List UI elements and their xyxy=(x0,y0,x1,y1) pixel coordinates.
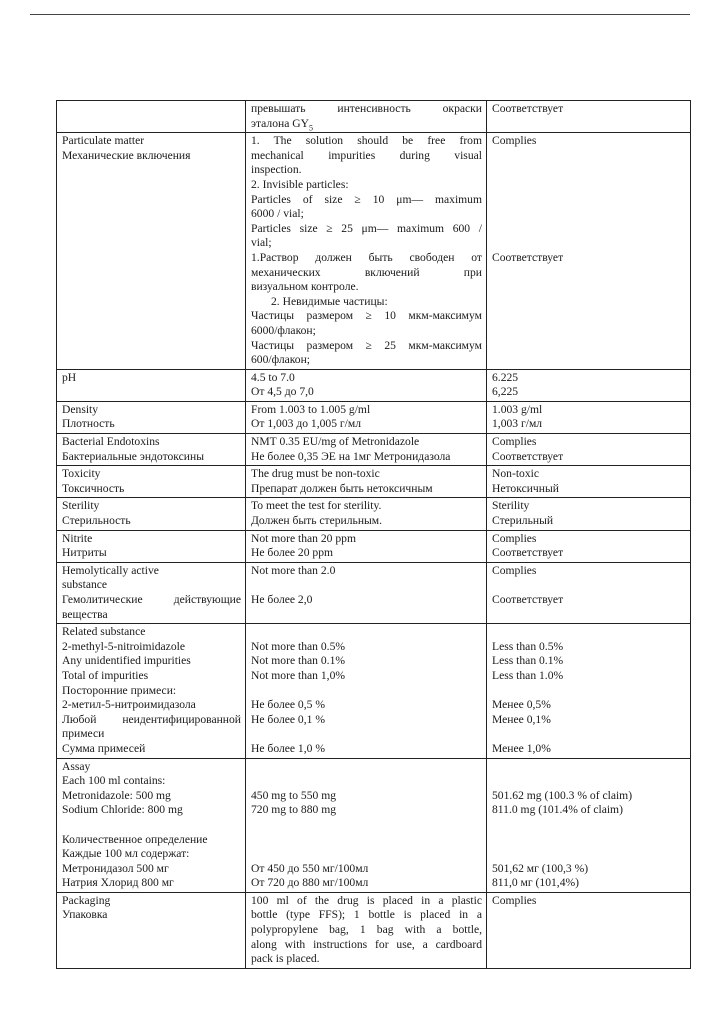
table-row-hemolytic xyxy=(57,562,691,623)
cell-requirement: 450 mg to 550 mg 720 mg to 880 mg От 450 до 550 мг/100мл От 720 до 880 мг/100мл xyxy=(246,758,487,892)
cell-requirement: Not more than 2.0 Не более 2,0 xyxy=(246,562,487,623)
cell-parameter: Particulate matter Механические включения xyxy=(57,133,246,370)
cell-result: Complies xyxy=(487,892,691,968)
table-row-density xyxy=(57,401,691,433)
cell-parameter: Toxicity Токсичность xyxy=(57,466,246,498)
table-row-nitrite xyxy=(57,530,691,562)
table-row-color xyxy=(57,101,691,133)
table-row-related-substance xyxy=(57,624,691,758)
specification-table xyxy=(56,100,691,969)
cell-parameter: Packaging Упаковка xyxy=(57,892,246,968)
top-rule xyxy=(30,14,690,15)
cell-result: Sterility Стерильный xyxy=(487,498,691,530)
cell-requirement: NMT 0.35 EU/mg of Metronidazole Не более 0,35 ЭЕ на 1мг Метронидазола xyxy=(246,434,487,466)
table-row-assay xyxy=(57,758,691,892)
cell-requirement: The drug must be non-toxic Препарат должен быть нетоксичным xyxy=(246,466,487,498)
cell-parameter: Density Плотность xyxy=(57,401,246,433)
cell-result: Complies Соответствует xyxy=(487,434,691,466)
cell-requirement: 100 ml of the drug is placed in a plastic bottle (type FFS); 1 bottle is placed in a polypropylene bag, 1 bag with a bottle, along with instructions for use, a cardboard pack is placed. xyxy=(246,892,487,968)
cell-parameter: Bacterial Endotoxins Бактериальные эндотоксины xyxy=(57,434,246,466)
cell-requirement: Not more than 0.5% Not more than 0.1% Not more than 1,0% Не более 0,5 % Не более 0,1 % Не более 1,0 % xyxy=(246,624,487,758)
cell-parameter: Related substance 2-methyl-5-nitroimidazole Any unidentified impurities Total of impurities Посторонние примеси: 2-метил-5-нитроимидазола Любой неидентифицированной примеси Сумма примесей xyxy=(57,624,246,758)
cell-requirement: To meet the test for sterility. Должен быть стерильным. xyxy=(246,498,487,530)
cell-result: 501.62 mg (100.3 % of claim) 811.0 mg (101.4% of claim) 501,62 мг (100,3 %) 811,0 мг (101,4%) xyxy=(487,758,691,892)
cell-parameter: pH xyxy=(57,369,246,401)
cell-parameter xyxy=(57,101,246,133)
cell-parameter: Sterility Стерильность xyxy=(57,498,246,530)
cell-requirement: From 1.003 to 1.005 g/ml От 1,003 до 1,005 г/мл xyxy=(246,401,487,433)
cell-result: Non-toxic Нетоксичный xyxy=(487,466,691,498)
cell-requirement: 4.5 to 7.0 От 4,5 до 7,0 xyxy=(246,369,487,401)
table-row-sterility xyxy=(57,498,691,530)
cell-requirement: превышать интенсивность окраски эталона $GY_5$ xyxy=(246,101,487,133)
table-row-packaging xyxy=(57,892,691,968)
cell-result: Less than 0.5% Less than 0.1% Less than 1.0% Менее 0,5% Менее 0,1% Менее 1,0% xyxy=(487,624,691,758)
cell-parameter: Nitrite Нитриты xyxy=(57,530,246,562)
table-row-particulate xyxy=(57,133,691,370)
cell-result: Complies Соответствует xyxy=(487,562,691,623)
cell-result: 6.225 6,225 xyxy=(487,369,691,401)
cell-parameter: Assay Each 100 ml contains: Metronidazole: 500 mg Sodium Chloride: 800 mg Количественное определение Каждые 100 мл содержат: Метронидазол 500 мг Натрия Хлорид 800 мг xyxy=(57,758,246,892)
cell-parameter: Hemolytically active substance Гемолитические действующие вещества xyxy=(57,562,246,623)
cell-result: 1.003 g/ml 1,003 г/мл xyxy=(487,401,691,433)
cell-result: Соответствует xyxy=(487,101,691,133)
table-row-ph xyxy=(57,369,691,401)
cell-requirement: 1. The solution should be free from mechanical impurities during visual inspection. 2. Invisible particles: Particles of size ≥ 10 μm— maximum 6000 / vial; Particles size ≥ 25 μm— maximum 600 / vial; 1.Раствор должен быть свободен от механических включений при визуальном контроле. 2. Невидимые частицы: Частицы размером ≥ 10 мкм-максимум 6000/флакон; Частицы размером ≥ 25 мкм-максимум 600/флакон; xyxy=(246,133,487,370)
table-row-endotoxins xyxy=(57,434,691,466)
cell-result: Complies Соответствует xyxy=(487,530,691,562)
cell-result: Complies Соответствует xyxy=(487,133,691,370)
cell-requirement: Not more than 20 ppm Не более 20 ppm xyxy=(246,530,487,562)
table-row-toxicity xyxy=(57,466,691,498)
